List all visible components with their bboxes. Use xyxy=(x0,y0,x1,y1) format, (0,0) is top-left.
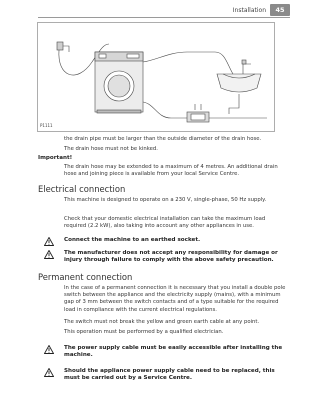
warning-replacement-text: Should the appliance power supply cable need to be replaced, this must be carried out by a Service Centre. xyxy=(64,368,275,382)
warning-replacement xyxy=(44,368,288,383)
installation-diagram xyxy=(37,22,275,132)
electrical-heading: Electrical connection xyxy=(38,184,126,194)
warning-icon xyxy=(44,368,54,377)
figure-label: P1111 xyxy=(40,123,53,128)
permanent-earth-text: The switch must not break the yellow and green earth cable at any point. xyxy=(64,319,260,325)
permanent-heading: Permanent connection xyxy=(38,272,133,282)
permanent-electrician-text: This operation must be performed by a qualified electrician. xyxy=(64,329,224,335)
electrical-load-text: Check that your domestic electrical installation can take the maximum load required (2.2 kW), also taking into account any other appliances in use. xyxy=(64,216,266,230)
warning-icon xyxy=(44,250,54,259)
warning-accessible xyxy=(44,345,288,360)
page-number: 45 xyxy=(270,4,290,16)
section-title: Installation xyxy=(232,6,266,14)
warning-responsibility xyxy=(44,250,288,265)
permanent-switch-text: In the case of a permanent connection it is necessary that you install a double pole switch between the appliance and the electricity supply (mains), with a minimum gap of 3 mm between the switch contacts and of a type suitable for the required load in compliance with the current electrical regulations. xyxy=(64,285,286,313)
drain-note-kink: The drain hose must not be kinked. xyxy=(64,146,158,152)
electrical-supply-text: This machine is designed to operate on a 230 V, single-phase, 50 Hz supply. xyxy=(64,197,267,203)
page-header xyxy=(233,3,290,17)
warning-earthed xyxy=(44,237,288,246)
warning-icon xyxy=(44,237,54,246)
warning-icon xyxy=(44,345,54,354)
warning-earthed-text: Connect the machine to an earthed socket. xyxy=(64,237,201,243)
drain-note-pipe: the drain pipe must be larger than the outside diameter of the drain hose. xyxy=(64,136,262,142)
important-heading: Important! xyxy=(38,155,73,161)
diagram-illustration xyxy=(37,22,275,132)
warning-responsibility-text: The manufacturer does not accept any responsibility for damage or injury through failure to comply with the above safety precaution. xyxy=(64,250,278,264)
header-rule xyxy=(38,17,290,18)
important-text: The drain hose may be extended to a maximum of 4 metres. An additional drain hose and joining piece is available from your local Service Centre. xyxy=(64,164,278,178)
warning-accessible-text: The power supply cable must be easily accessible after installing the machine. xyxy=(64,345,283,359)
